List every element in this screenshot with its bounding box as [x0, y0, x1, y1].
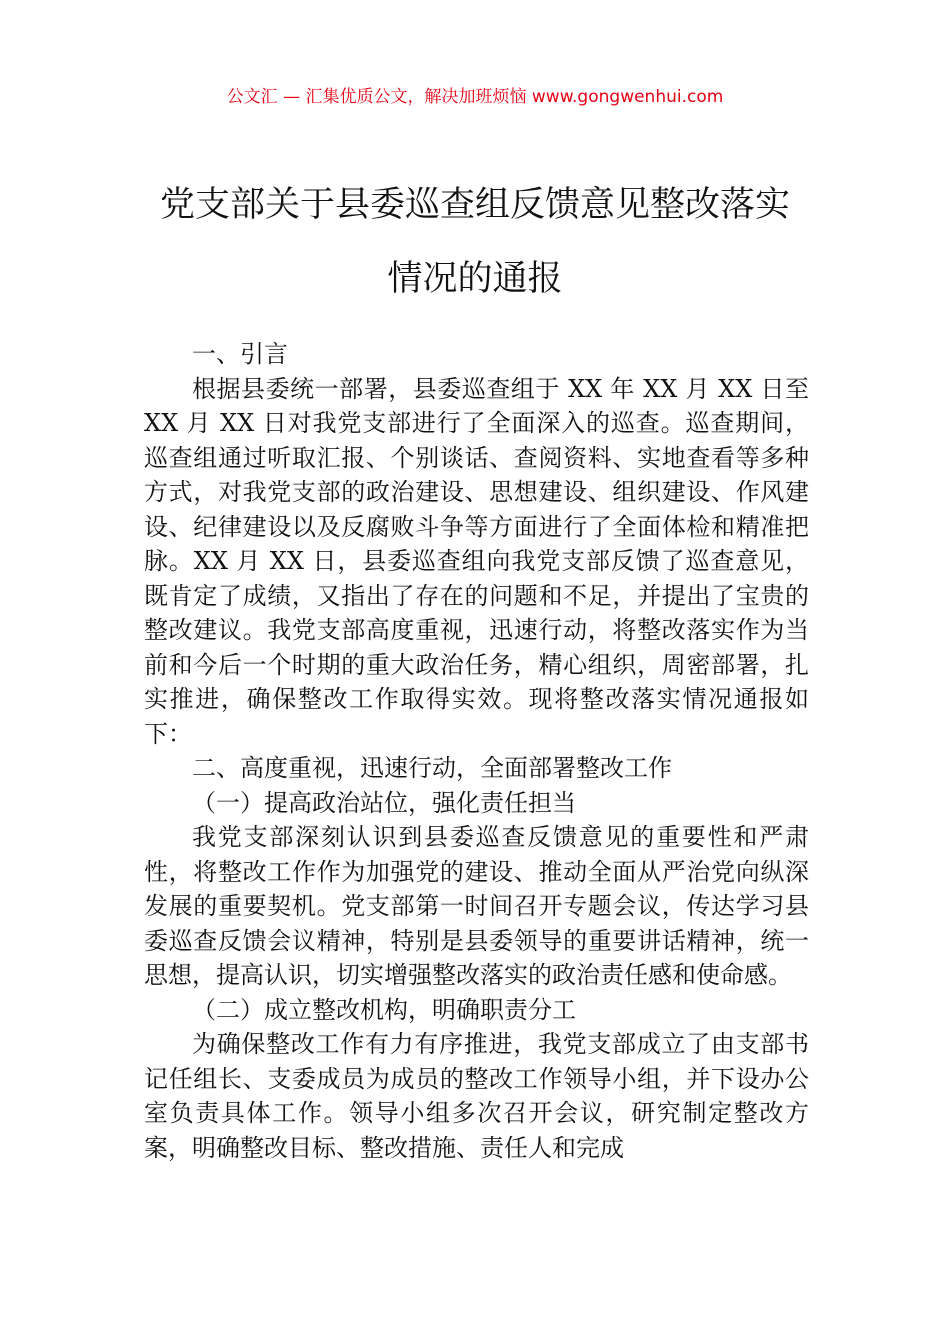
title-line-1: 党支部关于县委巡查组反馈意见整改落实	[159, 185, 790, 225]
document-body	[144, 337, 809, 1165]
subsection-heading-one: （一）提高政治站位，强化责任担当	[192, 788, 576, 817]
header-banner: 公文汇 — 汇集优质公文，解决加班烦恼 www.gongwenhui.com	[226, 87, 724, 107]
paragraph-introduction: 根据县委统一部署，县委巡查组于 XX 年 XX 月 XX 日至 XX 月 XX 日对我党支部进行了全面深入的巡查。巡查期间，巡查组通过听取汇报、个别谈话、查阅资料、实地查看等多种方式，对我党支部的政治建设、思想建设、组织建设、作风建设、纪律建设以及反腐败斗争等方面进行了全面体检和精准把脉。XX 月 XX 日，县委巡查组向我党支部反馈了巡查意见，既肯定了成绩，又指出了存在的问题和不足，并提出了宝贵的整改建议。我党支部高度重视，迅速行动，将整改落实作为当前和今后一个时期的重大政治任务，精心组织，周密部署，扎实推进，确保整改工作取得实效。现将整改落实情况通报如下：	[144, 374, 809, 748]
document-title	[100, 168, 850, 316]
section-heading-introduction: 一、引言	[192, 340, 288, 368]
section-heading-two: 二、高度重视，迅速行动，全面部署整改工作	[192, 754, 672, 782]
subsection-heading-two: （二）成立整改机构，明确职责分工	[192, 995, 576, 1024]
paragraph-rectification-organization: 为确保整改工作有力有序推进，我党支部成立了由支部书记任组长、支委成员为成员的整改工作领导小组，并下设办公室负责具体工作。领导小组多次召开会议，研究制定整改方案，明确整改目标、整改措施、责任人和完成	[144, 1030, 809, 1162]
paragraph-political-stance: 我党支部深刻认识到县委巡查反馈意见的重要性和严肃性，将整改工作作为加强党的建设、推动全面从严治党向纵深发展的重要契机。党支部第一时间召开专题会议，传达学习县委巡查反馈会议精神，特别是县委领导的重要讲话精神，统一思想，提高认识，切实增强整改落实的政治责任感和使命感。	[144, 823, 809, 989]
title-line-2: 情况的通报	[387, 259, 563, 299]
